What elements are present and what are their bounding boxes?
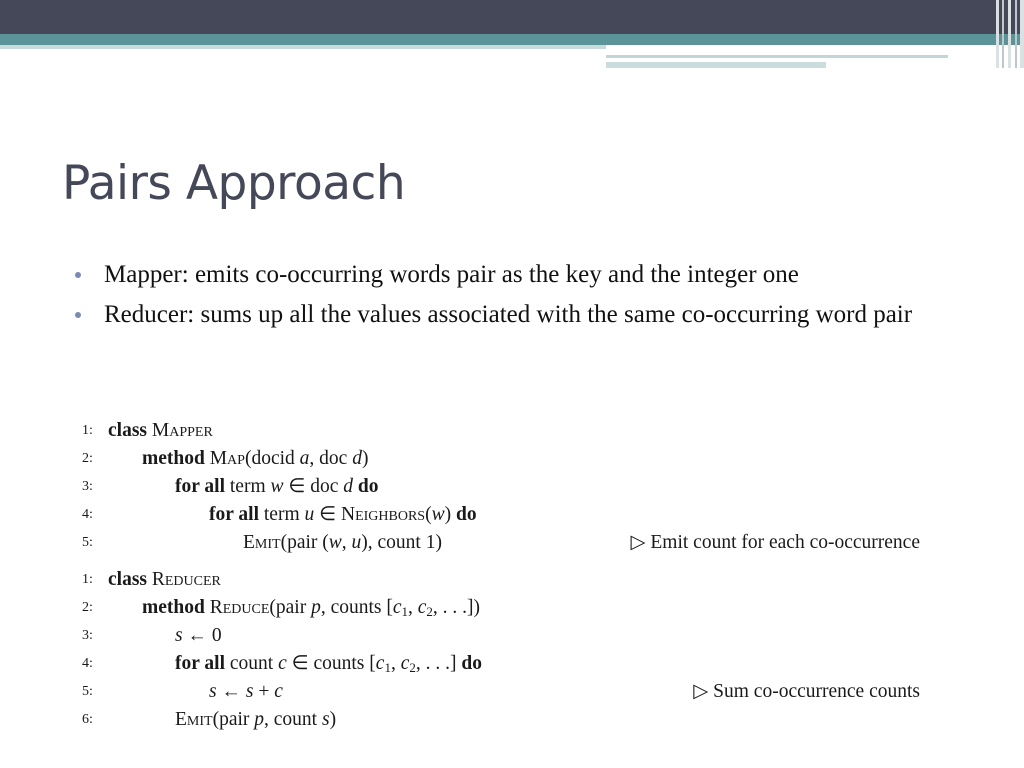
math-var: c: [392, 597, 402, 618]
code-fragment: ,: [408, 597, 418, 618]
math-var: w: [328, 532, 342, 553]
header-stripe: [1008, 0, 1011, 68]
method-name: Reduce: [209, 597, 270, 618]
code-fragment: ): [361, 448, 369, 469]
code-fragment: ← 0: [182, 625, 222, 646]
header-stripe: [1002, 0, 1004, 68]
bullet-text: Reducer: sums up all the values associated with the same co-occurring word pair: [104, 301, 913, 328]
code-comment: ▷ Sum co-occurrence counts: [693, 681, 920, 702]
code-fragment: , doc: [309, 448, 353, 469]
math-var: s: [321, 709, 330, 730]
mapper-algorithm: [82, 417, 932, 557]
class-name: Mapper: [151, 420, 213, 441]
subscript: 2: [426, 604, 433, 619]
line-number: 3:: [82, 628, 93, 643]
keyword: for all: [175, 653, 226, 674]
code-text: [108, 566, 221, 594]
math-var: c: [400, 653, 410, 674]
code-text: [209, 501, 477, 529]
code-text: [108, 417, 213, 445]
code-line: [82, 650, 932, 678]
header-band-teal: [0, 34, 1024, 45]
code-fragment: ,: [390, 653, 401, 674]
code-fragment: term: [259, 504, 305, 525]
code-line: [82, 678, 932, 706]
code-text: [243, 529, 442, 557]
keyword: class: [108, 420, 147, 441]
method-name: Map: [209, 448, 245, 469]
function-name: Emit: [175, 709, 213, 730]
bullet-text: Mapper: emits co-occurring words pair as the key and the integer one: [104, 261, 799, 288]
line-number: 5:: [82, 684, 93, 699]
keyword: do: [461, 653, 482, 674]
code-comment: ▷ Emit count for each co-occurrence: [630, 532, 920, 553]
keyword: do: [451, 504, 477, 525]
header-band-dark: [0, 0, 1024, 34]
function-name: Emit: [243, 532, 281, 553]
line-number: 1:: [82, 572, 93, 587]
code-line: [82, 566, 932, 594]
math-var: s: [209, 681, 217, 702]
math-var: c: [278, 653, 287, 674]
header-stripe: [996, 0, 999, 68]
class-name: Reducer: [151, 569, 221, 590]
code-fragment: , counts [: [320, 597, 393, 618]
keyword: class: [108, 569, 147, 590]
code-line: [82, 501, 932, 529]
math-var: p: [311, 597, 321, 618]
slide-title: Pairs Approach: [62, 156, 406, 211]
code-line: [82, 594, 932, 622]
math-var: d: [352, 448, 362, 469]
subscript: 1: [401, 604, 409, 619]
reducer-algorithm: [82, 566, 932, 734]
code-text: [175, 622, 222, 650]
subscript: 1: [384, 660, 391, 675]
math-var: w: [270, 476, 284, 497]
code-fragment: ): [444, 504, 452, 525]
math-var: s: [175, 625, 183, 646]
code-line: [82, 622, 932, 650]
keyword: for all: [175, 476, 226, 497]
code-fragment: (: [425, 504, 432, 525]
code-fragment: , . . .]: [415, 653, 462, 674]
code-line: [82, 473, 932, 501]
code-fragment: ), count 1): [361, 532, 442, 553]
math-var: c: [375, 653, 385, 674]
code-line: [82, 445, 932, 473]
code-fragment: ∈ doc: [283, 476, 344, 497]
code-fragment: count: [225, 653, 279, 674]
math-var: u: [304, 504, 315, 525]
bullet-item: [74, 258, 954, 292]
code-fragment: (pair (: [280, 532, 329, 553]
bullet-dot-icon: [75, 312, 81, 318]
header-stripe: [1020, 0, 1024, 68]
math-var: w: [431, 504, 445, 525]
code-text: [142, 445, 368, 473]
line-number: 3:: [82, 479, 93, 494]
function-name: Neighbors: [341, 504, 426, 525]
keyword: method: [142, 597, 205, 618]
code-fragment: ): [329, 709, 337, 730]
line-number: 5:: [82, 535, 93, 550]
subscript: 2: [409, 660, 416, 675]
code-text: [175, 706, 336, 734]
code-fragment: ,: [341, 532, 352, 553]
code-line: [82, 706, 932, 734]
math-var: c: [274, 681, 283, 702]
code-fragment: ∈: [314, 504, 341, 525]
header-band-pale: [0, 45, 606, 49]
keyword: method: [142, 448, 205, 469]
bullet-item: [74, 298, 954, 332]
bullet-list: [74, 258, 954, 338]
line-number: 2:: [82, 600, 93, 615]
math-var: u: [351, 532, 362, 553]
code-fragment: (pair: [212, 709, 255, 730]
code-text: [209, 678, 283, 706]
line-number: 6:: [82, 712, 93, 727]
bullet-dot-icon: [75, 272, 81, 278]
code-fragment: (pair: [269, 597, 312, 618]
header-band-white: [606, 45, 1024, 55]
code-fragment: ←: [216, 681, 246, 702]
code-fragment: , count: [264, 709, 322, 730]
header-band-line: [606, 62, 826, 68]
keyword: for all: [209, 504, 260, 525]
code-fragment: term: [225, 476, 271, 497]
line-number: 4:: [82, 656, 93, 671]
line-number: 1:: [82, 423, 93, 438]
code-line: [82, 529, 932, 557]
math-var: c: [417, 597, 427, 618]
code-fragment: ∈ counts [: [286, 653, 376, 674]
math-var: p: [254, 709, 265, 730]
math-var: d: [343, 476, 354, 497]
math-var: a: [299, 448, 310, 469]
code-fragment: , . . .]): [432, 597, 481, 618]
code-fragment: +: [253, 681, 275, 702]
keyword: do: [353, 476, 379, 497]
code-fragment: (docid: [244, 448, 300, 469]
code-line: [82, 417, 932, 445]
math-var: s: [245, 681, 254, 702]
line-number: 4:: [82, 507, 93, 522]
header-stripe: [1015, 0, 1017, 68]
header-band-line: [606, 55, 948, 58]
line-number: 2:: [82, 451, 93, 466]
code-text: [175, 473, 379, 501]
